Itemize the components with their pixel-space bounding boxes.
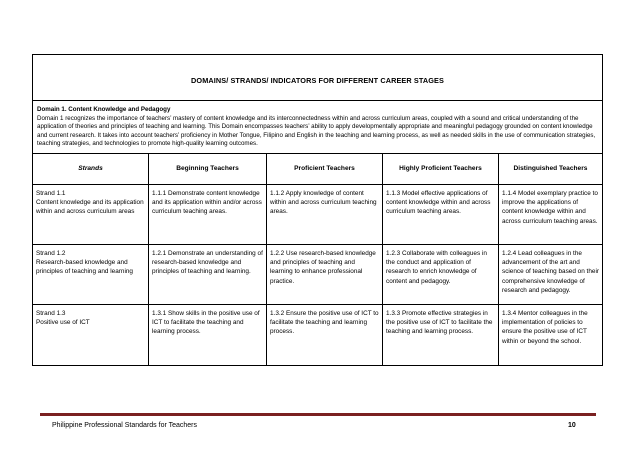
table-title: DOMAINS/ STRANDS/ INDICATORS FOR DIFFERENT CAREER STAGES [191,76,444,85]
table-title-row [33,55,602,101]
header-row [33,154,602,185]
header-beginning: Beginning Teachers [149,154,267,185]
distinguished-cell: 1.2.4 Lead colleagues in the advancement of the art and science of teaching based on their comprehensive knowledge of research and pedagogy. [499,245,602,305]
highly-proficient-cell: 1.3.3 Promote effective strategies in the positive use of ICT to facilitate the teaching and learning process. [383,305,499,365]
domain-description-block [33,101,602,154]
footer-title: Philippine Professional Standards for Teachers [52,422,198,429]
standards-table [32,54,603,366]
distinguished-cell: 1.1.4 Model exemplary practice to improve the applications of content knowledge within and across curriculum teaching areas. [499,185,602,245]
beginning-cell: 1.3.1 Show skills in the positive use of ICT to facilitate the teaching and learning process. [149,305,267,365]
table-row [33,185,602,245]
domain-description: Domain 1 recognizes the importance of teachers’ mastery of content knowledge and its interconnectedness within and across curriculum areas, coupled with a sound and critical understanding of the application of theories and principles of teaching and learning. This Domain encompasses teachers’ ability to apply developmentally appropriate and meaningful pedagogy grounded on content knowledge and current research. It takes into account teachers’ proficiency in Mother Tongue, Filipino and English in the teaching and learning process, as well as needed skills in the use of communication strategies, teaching strategies, and technologies to promote high-quality learning outcomes. [37,114,596,148]
header-distinguished: Distinguished Teachers [499,154,602,185]
proficient-cell: 1.1.2 Apply knowledge of content within and across curriculum teaching areas. [267,185,383,245]
strand-cell: Strand 1.2 Research-based knowledge and principles of teaching and learning [33,245,149,305]
header-strands: Strands [33,154,149,185]
strand-cell: Strand 1.3 Positive use of ICT [33,305,149,365]
page-number: 10 [568,422,576,429]
proficient-cell: 1.3.2 Ensure the positive use of ICT to facilitate the teaching and learning process. [267,305,383,365]
highly-proficient-cell: 1.1.3 Model effective applications of content knowledge within and across curriculum teaching areas. [383,185,499,245]
footer-rule [40,413,596,416]
header-proficient: Proficient Teachers [267,154,383,185]
domain-heading: Domain 1. Content Knowledge and Pedagogy [37,106,171,113]
table-row [33,245,602,305]
strand-cell: Strand 1.1 Content knowledge and its application within and across curriculum areas [33,185,149,245]
beginning-cell: 1.2.1 Demonstrate an understanding of research-based knowledge and principles of teaching and learning. [149,245,267,305]
table-row [33,305,602,365]
header-highly-proficient: Highly Proficient Teachers [383,154,499,185]
proficient-cell: 1.2.2 Use research-based knowledge and principles of teaching and learning to enhance professional practice. [267,245,383,305]
highly-proficient-cell: 1.2.3 Collaborate with colleagues in the conduct and application of research to enrich knowledge of content and pedagogy. [383,245,499,305]
beginning-cell: 1.1.1 Demonstrate content knowledge and its application within and/or across curriculum teaching areas. [149,185,267,245]
distinguished-cell: 1.3.4 Mentor colleagues in the implementation of policies to ensure the positive use of ICT within or beyond the school. [502,309,588,345]
